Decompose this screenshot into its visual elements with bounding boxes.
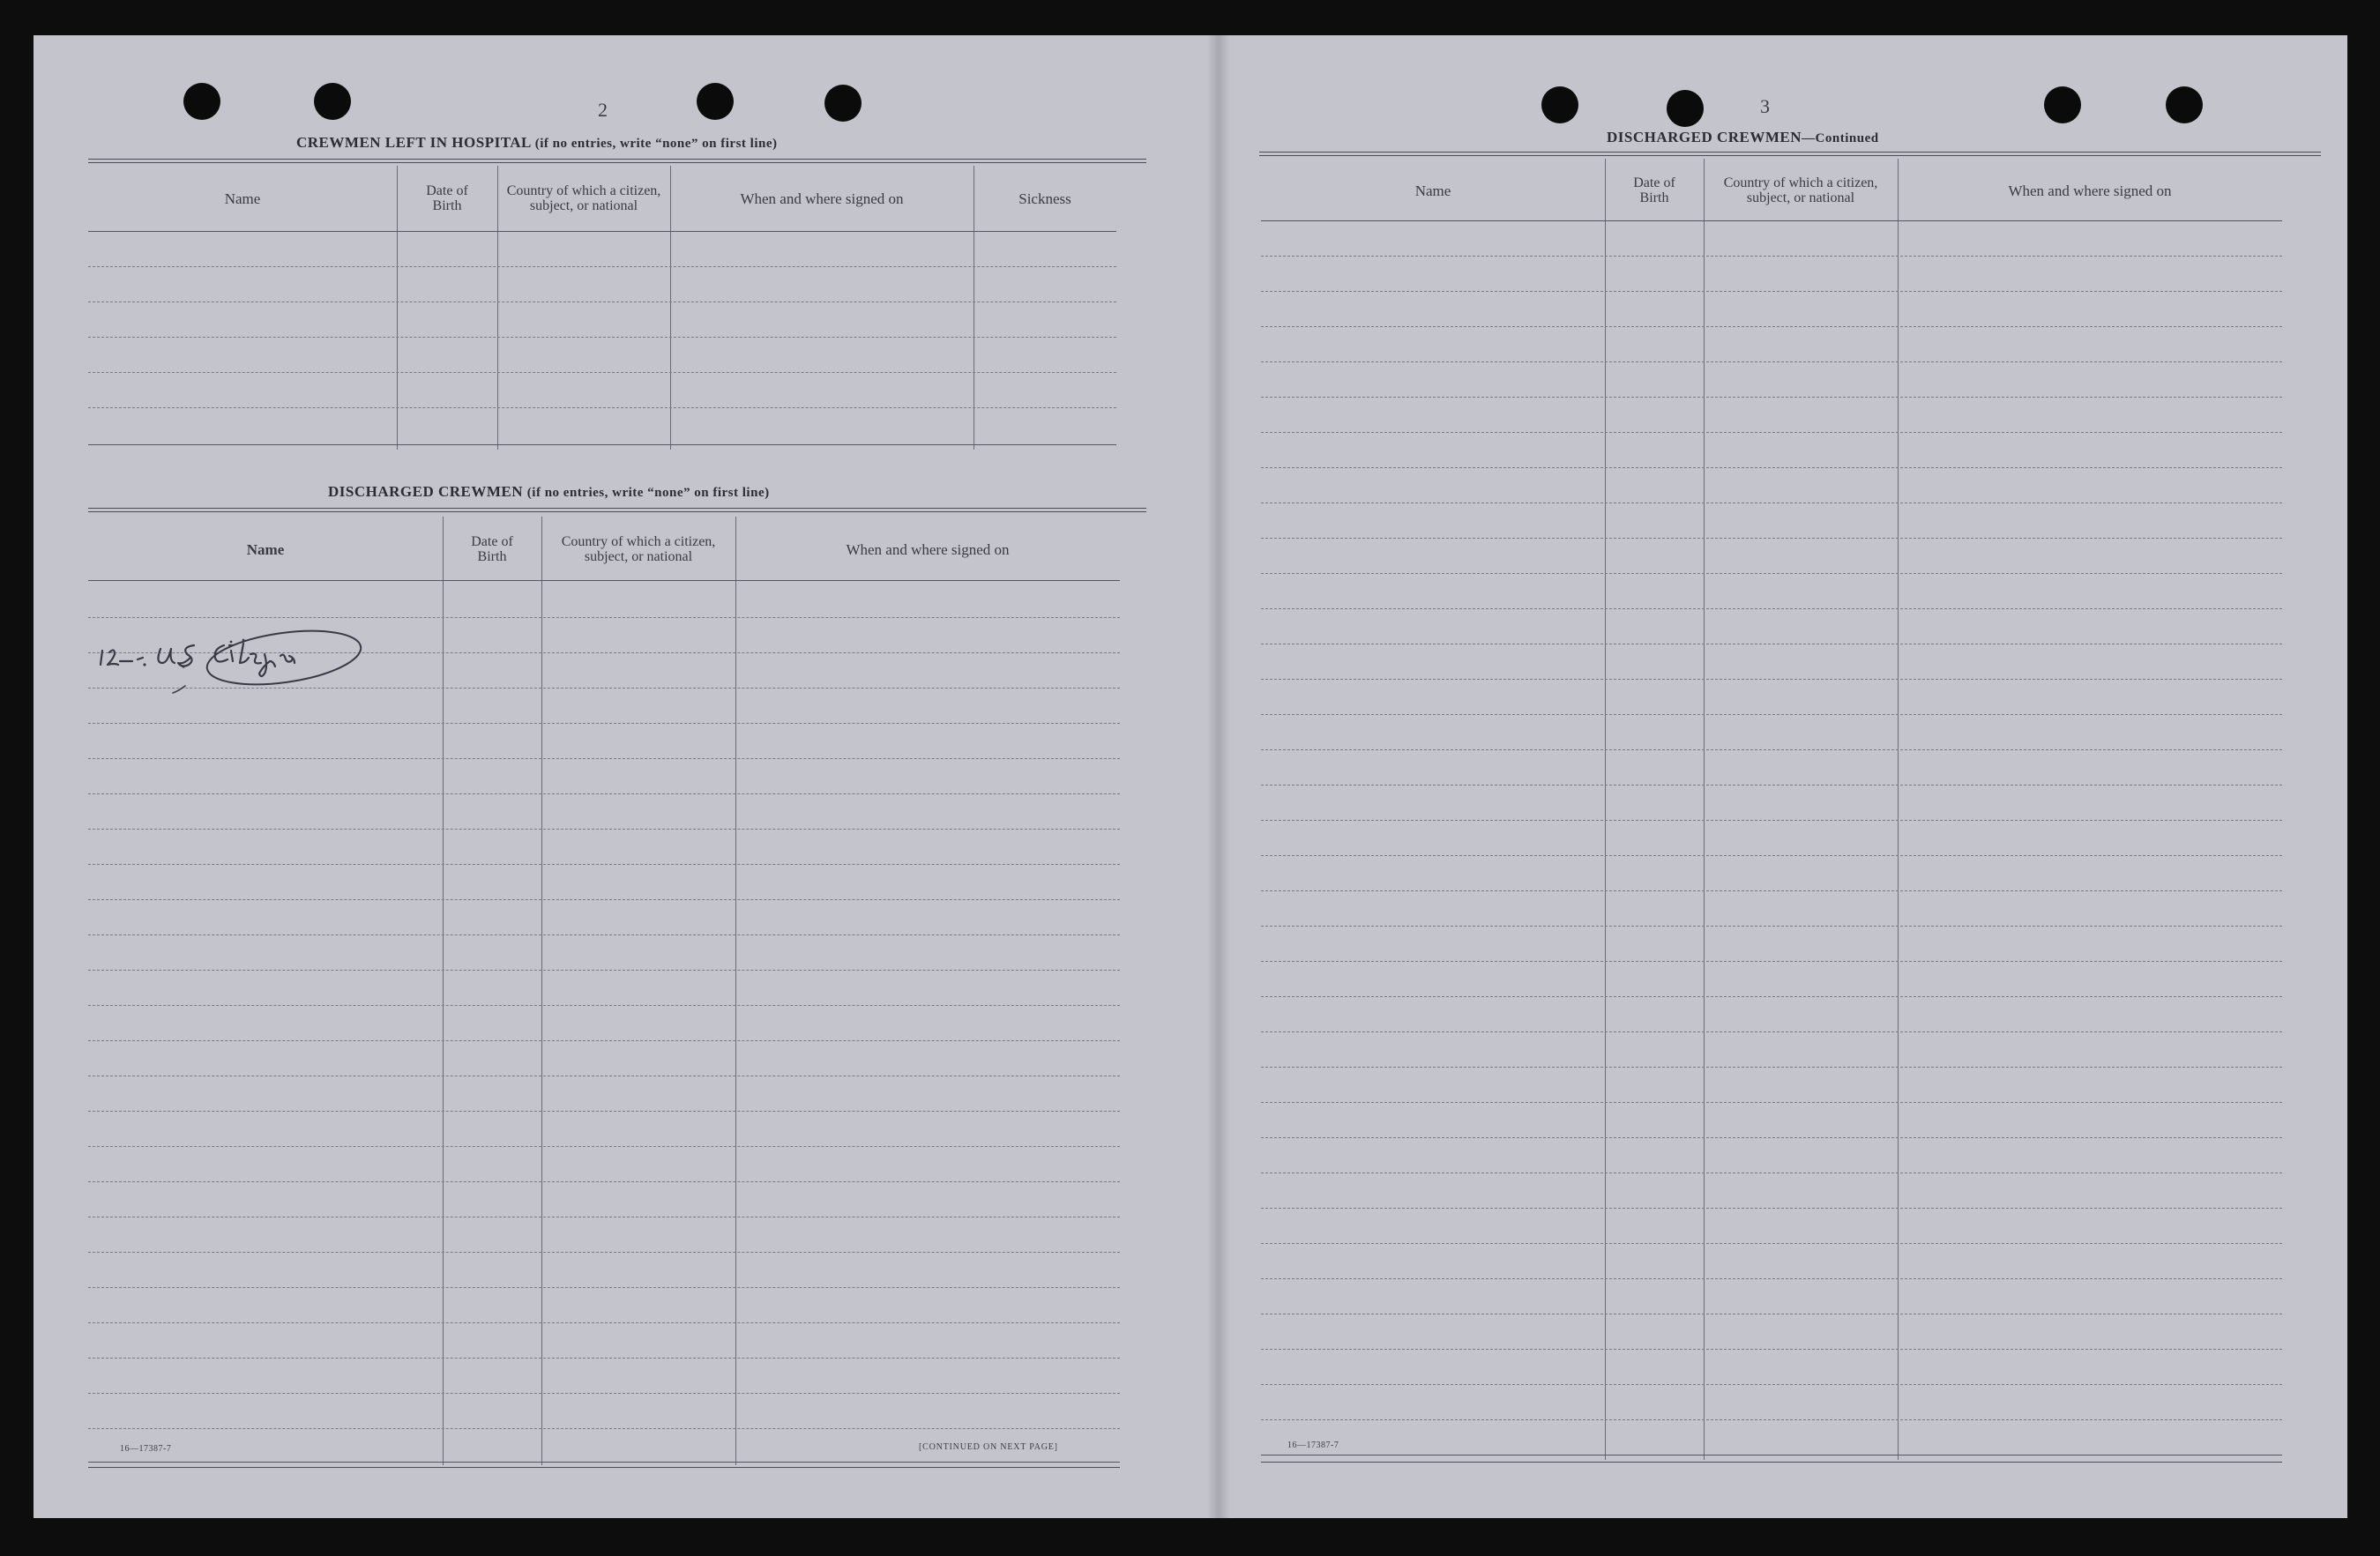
table-row	[1261, 1208, 2282, 1209]
hospital-table	[88, 166, 1116, 450]
table-row	[1261, 1349, 2282, 1350]
dob-header-text: Date of Birth	[1633, 175, 1675, 205]
discharged-title-text: DISCHARGED CREWMEN	[328, 483, 524, 500]
column-header-date-of-birth	[1605, 159, 1704, 222]
right-title-continued: —Continued	[1802, 131, 1879, 145]
left-bottom-rule	[88, 1467, 1120, 1468]
table-row	[88, 723, 1120, 724]
table-row	[1261, 608, 2282, 609]
right-top-rule	[1259, 152, 2321, 153]
form-code: 16—17387-7	[1287, 1441, 1339, 1450]
discharged-section-title	[328, 483, 770, 501]
table-row	[1261, 326, 2282, 327]
table-row	[88, 1005, 1120, 1006]
right-section-title	[1607, 129, 1879, 146]
column-header-signed-on: When and where signed on	[846, 540, 1010, 558]
punch-hole	[697, 83, 734, 120]
column-header-date-of-birth	[397, 166, 497, 231]
page-number: 2	[598, 99, 608, 121]
handwritten-entry	[97, 624, 397, 695]
table-row	[1261, 890, 2282, 891]
table-bottom-rule	[88, 1462, 1120, 1463]
punch-hole	[183, 83, 220, 120]
form-code: 16—17387-7	[120, 1444, 172, 1454]
discharged-top-rule	[88, 508, 1146, 509]
table-row	[1261, 291, 2282, 292]
table-row	[1261, 820, 2282, 821]
table-row	[88, 1181, 1120, 1182]
column-divider	[1898, 159, 1899, 1460]
table-row	[88, 793, 1120, 794]
dob-header-text: Date of Birth	[426, 183, 468, 213]
column-header-country	[497, 166, 670, 231]
column-header-signed-on: When and where signed on	[2008, 182, 2172, 199]
table-row	[1261, 538, 2282, 539]
right-bottom-rule	[1261, 1462, 2282, 1463]
column-header-country	[541, 517, 735, 582]
table-row	[1261, 926, 2282, 927]
table-row	[1261, 1031, 2282, 1032]
table-row	[1261, 1137, 2282, 1138]
column-header-country	[1704, 159, 1898, 222]
table-row	[1261, 1243, 2282, 1244]
table-row	[1261, 1384, 2282, 1385]
continued-note: [CONTINUED ON NEXT PAGE]	[919, 1442, 1058, 1452]
center-fold	[1207, 35, 1230, 1518]
table-row	[1261, 1102, 2282, 1103]
table-row	[1261, 961, 2282, 962]
dob-header-text: Date of Birth	[471, 534, 513, 564]
table-row	[1261, 714, 2282, 715]
column-header-signed-on: When and where signed on	[740, 190, 904, 207]
table-row	[88, 899, 1120, 900]
column-header-name: Name	[246, 540, 285, 558]
table-row	[88, 1393, 1120, 1394]
hospital-section-title	[296, 134, 778, 152]
page-number: 3	[1760, 95, 1770, 117]
table-bottom-rule	[88, 444, 1116, 445]
punch-hole	[824, 85, 862, 122]
column-header-sickness: Sickness	[1018, 190, 1071, 207]
table-row	[88, 1146, 1120, 1147]
table-row	[1261, 1419, 2282, 1420]
country-header-text: Country of which a citizen, subject, or national	[1723, 175, 1878, 205]
country-header-text: Country of which a citizen, subject, or national	[561, 534, 716, 564]
table-row	[1261, 855, 2282, 856]
discharged-title-note: (if no entries, write “none” on first line)	[526, 486, 770, 500]
table-row	[88, 1358, 1120, 1359]
table-row	[88, 266, 1116, 267]
table-row	[88, 1322, 1120, 1323]
hospital-top-rule	[88, 159, 1146, 160]
table-row	[88, 407, 1116, 408]
header-rule	[1261, 220, 2282, 221]
table-row	[1261, 397, 2282, 398]
header-rule	[88, 580, 1120, 581]
table-row	[1261, 679, 2282, 680]
hospital-title-text: CREWMEN LEFT IN HOSPITAL	[296, 134, 531, 151]
table-row	[1261, 996, 2282, 997]
table-row	[1261, 361, 2282, 362]
table-row	[88, 617, 1120, 618]
table-row	[1261, 256, 2282, 257]
column-header-name: Name	[224, 190, 261, 207]
table-row	[88, 1111, 1120, 1112]
discharged-table-right	[1261, 159, 2282, 1460]
header-rule	[88, 231, 1116, 232]
punch-hole	[1667, 90, 1704, 127]
column-divider	[1704, 159, 1705, 1460]
table-row	[1261, 467, 2282, 468]
table-row	[1261, 573, 2282, 574]
hospital-title-note: (if no entries, write “none” on first line)	[534, 137, 778, 151]
column-divider	[1605, 159, 1606, 1460]
table-row	[88, 1252, 1120, 1253]
column-header-date-of-birth	[443, 517, 541, 582]
punch-hole	[2044, 86, 2081, 123]
table-row	[1261, 432, 2282, 433]
punch-hole	[1541, 86, 1578, 123]
country-header-text: Country of which a citizen, subject, or national	[506, 183, 661, 213]
table-row	[88, 758, 1120, 759]
column-header-name: Name	[1414, 182, 1451, 199]
ledger-sheet	[34, 35, 2347, 1518]
punch-hole	[2166, 86, 2203, 123]
table-row	[88, 372, 1116, 373]
table-row	[88, 337, 1116, 338]
table-row	[88, 829, 1120, 830]
table-row	[88, 1287, 1120, 1288]
right-title-text: DISCHARGED CREWMEN	[1607, 129, 1802, 145]
table-row	[88, 934, 1120, 935]
handwriting-drawing	[97, 624, 397, 695]
table-row	[1261, 1067, 2282, 1068]
table-row	[1261, 1278, 2282, 1279]
table-row	[88, 1040, 1120, 1041]
table-row	[88, 1428, 1120, 1429]
punch-hole	[314, 83, 351, 120]
table-row	[88, 864, 1120, 865]
table-row	[88, 970, 1120, 971]
table-row	[1261, 749, 2282, 750]
